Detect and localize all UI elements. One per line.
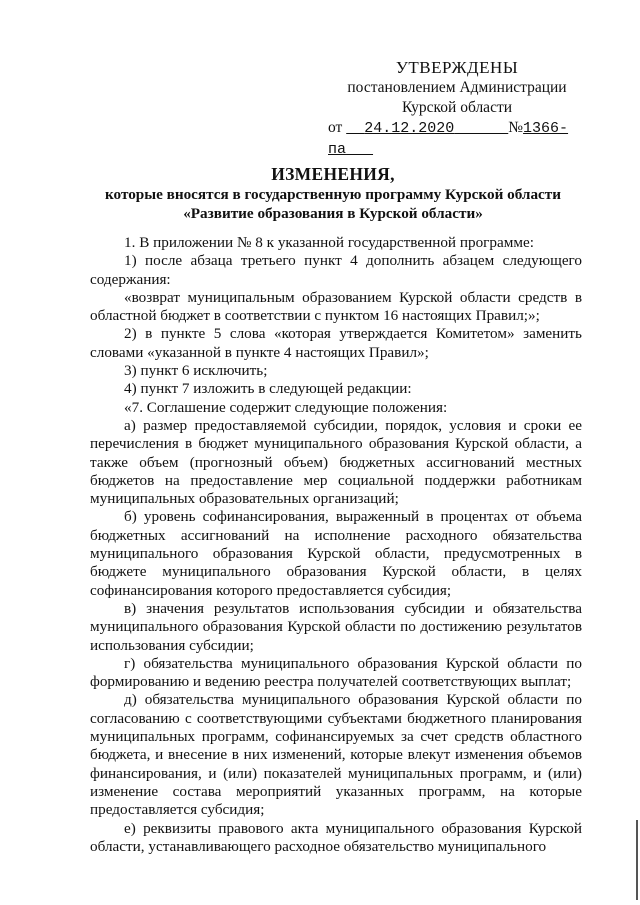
approval-line2: Курской области [401,99,513,116]
approval-line1: постановлением Администрации [347,79,567,96]
paragraph: е) реквизиты правового акта муниципального образования Курской области, устанавливающего расходное обязательство муниципального [90,819,582,855]
approval-date-row [322,118,592,160]
heading-subtitle-1: которые вносятся в государственную программу Курской области [105,186,561,203]
approval-stamp [322,58,592,160]
paragraph: 1. В приложении № 8 к указанной государственной программе: [124,234,534,251]
approval-title: УТВЕРЖДЕНЫ [395,58,519,77]
paragraph: д) обязательства муниципального образования Курской области по согласованию с соответствующими субъектами бюджетного планирования муниципальных программ, софинансируемых за счет средств областного бюджета, и внесение в них изменений, которые влекут изменения объемов финансирования, и (или) показателей муниципальных программ, и (или) изменение состава мероприятий указанных программ, на которые предоставляется субсидия; [90,691,582,819]
heading-title: ИЗМЕНЕНИЯ, [271,164,395,184]
paragraph: 3) пункт 6 исключить; [124,362,268,380]
heading-subtitle-2: «Развитие образования в Курской области» [183,205,483,222]
number-prefix: № [508,119,524,136]
paragraph: г) обязательства муниципального образования Курской области по формированию и ведению реестра получателей соответствующих выплат; [90,654,582,691]
paragraph: 2) в пункте 5 слова «которая утверждается Комитетом» заменить словами «указанной в пункте 4 настоящих Правил»; [90,325,582,361]
document-body [90,234,582,856]
paragraph: б) уровень софинансирования, выраженный в процентах от объема бюджетных ассигнований на исполнение расходного обязательства муниципального образования Курской области, предусмотренных в бюджете муниципального образования Курской области, в целях софинансирования которого предоставляется субсидия; [90,508,582,599]
scan-edge-mark [636,820,638,900]
approval-date: 24.12.2020 [364,120,455,137]
paragraph: 4) пункт 7 изложить в следующей редакции: [124,380,412,398]
document-heading [60,163,606,223]
paragraph: «возврат муниципальным образованием Курской области средств в областной бюджет в соответствии с пунктом 16 настоящих Правил;»; [90,288,582,325]
paragraph: «7. Соглашение содержит следующие положения: [124,398,448,416]
paragraph: 1) после абзаца третьего пункт 4 дополнить абзацем следующего содержания: [90,252,582,288]
paragraph: а) размер предоставляемой субсидии, порядок, условия и сроки ее перечисления в бюджет муниципального образования Курской области, а также объем (прогнозный объем) бюджетных ассигнований местных бюджетов на предоставление мер социальной поддержки работникам муниципальных образовательных организаций; [90,416,582,508]
approval-number: 1366-па [328,120,569,158]
date-prefix: от [328,119,343,136]
paragraph: в) значения результатов использования субсидии и обязательства муниципального образования Курской области по достижению результатов использования субсидии; [90,599,582,654]
